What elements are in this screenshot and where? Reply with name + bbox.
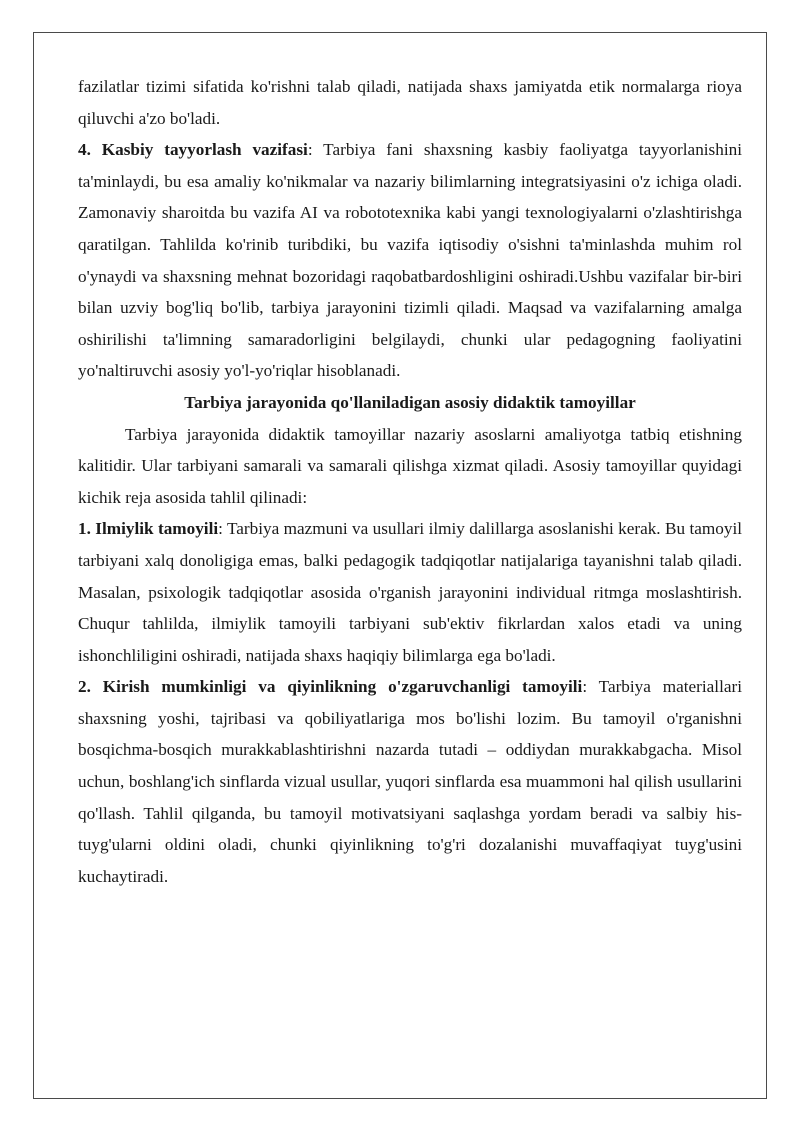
principle-title: 1. Ilmiylik tamoyili xyxy=(78,519,219,539)
intro-paragraph: Tarbiya jarayonida didaktik tamoyillar nazariy asoslarni amaliyotga tatbiq etishning kalitidir. Ular tarbiyani samarali va samarali qilishga xizmat qiladi. Asosiy tamoyillar quyidagi kichik reja asosida tahlil qilinadi: xyxy=(78,424,742,507)
item-title: 4. Kasbiy tayyorlash vazifasi xyxy=(78,140,308,160)
item-kasbiy-tayyorlash xyxy=(78,134,742,387)
principle-kirish-mumkinligi xyxy=(78,671,742,892)
document-body xyxy=(78,71,742,892)
paragraph-continuation: fazilatlar tizimi sifatida ko'rishni talab qiladi, natijada shaxs jamiyatda etik normalarga rioya qiluvchi a'zo bo'ladi. xyxy=(78,77,742,128)
section-heading: Tarbiya jarayonida qo'llaniladigan asosiy didaktik tamoyillar xyxy=(184,392,636,412)
principle-title: 2. Kirish mumkinligi va qiyinlikning o'zgaruvchanligi tamoyili xyxy=(78,677,583,697)
principle-text: : Tarbiya materiallari shaxsning yoshi, tajribasi va qobiliyatlariga mos bo'lishi lozim. Bu tamoyil o'rganishni bosqichma-bosqich murakkablashtirishni nazarda tutadi – oddiydan murakkabgacha. Misol uchun, boshlang'ich sinflarda vizual usullar, yuqori sinflarda esa muammoni hal qilish usullarini qo'llash. Tahlil qilganda, bu tamoyil motivatsiyani saqlashga yordam beradi va salbiy his-tuyg'ularni oldini oladi, chunki qiyinlikning to'g'ri dozalanishi muvaffaqiyat tuyg'usini kuchaytiradi. xyxy=(78,677,742,886)
principle-text: : Tarbiya mazmuni va usullari ilmiy dalillarga asoslanishi kerak. Bu tamoyil tarbiyani xalq donoligiga emas, balki pedagogik tadqiqotlar natijalariga tayanishni talab qiladi. Masalan, psixologik tadqiqotlar asosida o'rganish jarayonini individual ritmga moslashtirish. Chuqur tahlilda, ilmiylik tamoyili tarbiyani sub'ektiv fikrlardan xalos etadi va uning ishonchliligini oshiradi, natijada shaxs haqiqiy bilimlarga ega bo'ladi. xyxy=(78,519,742,665)
item-text: : Tarbiya fani shaxsning kasbiy faoliyatga tayyorlanishini ta'minlaydi, bu esa amaliy ko'nikmalar va nazariy bilimlarning integratsiyasini o'z ichiga oladi. Zamonaviy sharoitda bu vazifa AI va robototexnika kabi yangi texnologiyalarni o'zlashtirishga qaratilgan. Tahlilda ko'rinib turibdiki, bu vazifa iqtisodiy o'sishni ta'minlashda muhim rol o'ynaydi va shaxsning mehnat bozoridagi raqobatbardoshligini oshiradi.Ushbu vazifalar bir-biri bilan uzviy bog'liq bo'lib, tarbiya jarayonini tizimli qiladi. Maqsad va vazifalarning amalga oshirilishi ta'limning samaradorligini belgilaydi, chunki ular pedagogning faoliyatini yo'naltiruvchi asosiy yo'l-yo'riqlar hisoblanadi. xyxy=(78,140,742,381)
principle-ilmiylik xyxy=(78,513,742,671)
